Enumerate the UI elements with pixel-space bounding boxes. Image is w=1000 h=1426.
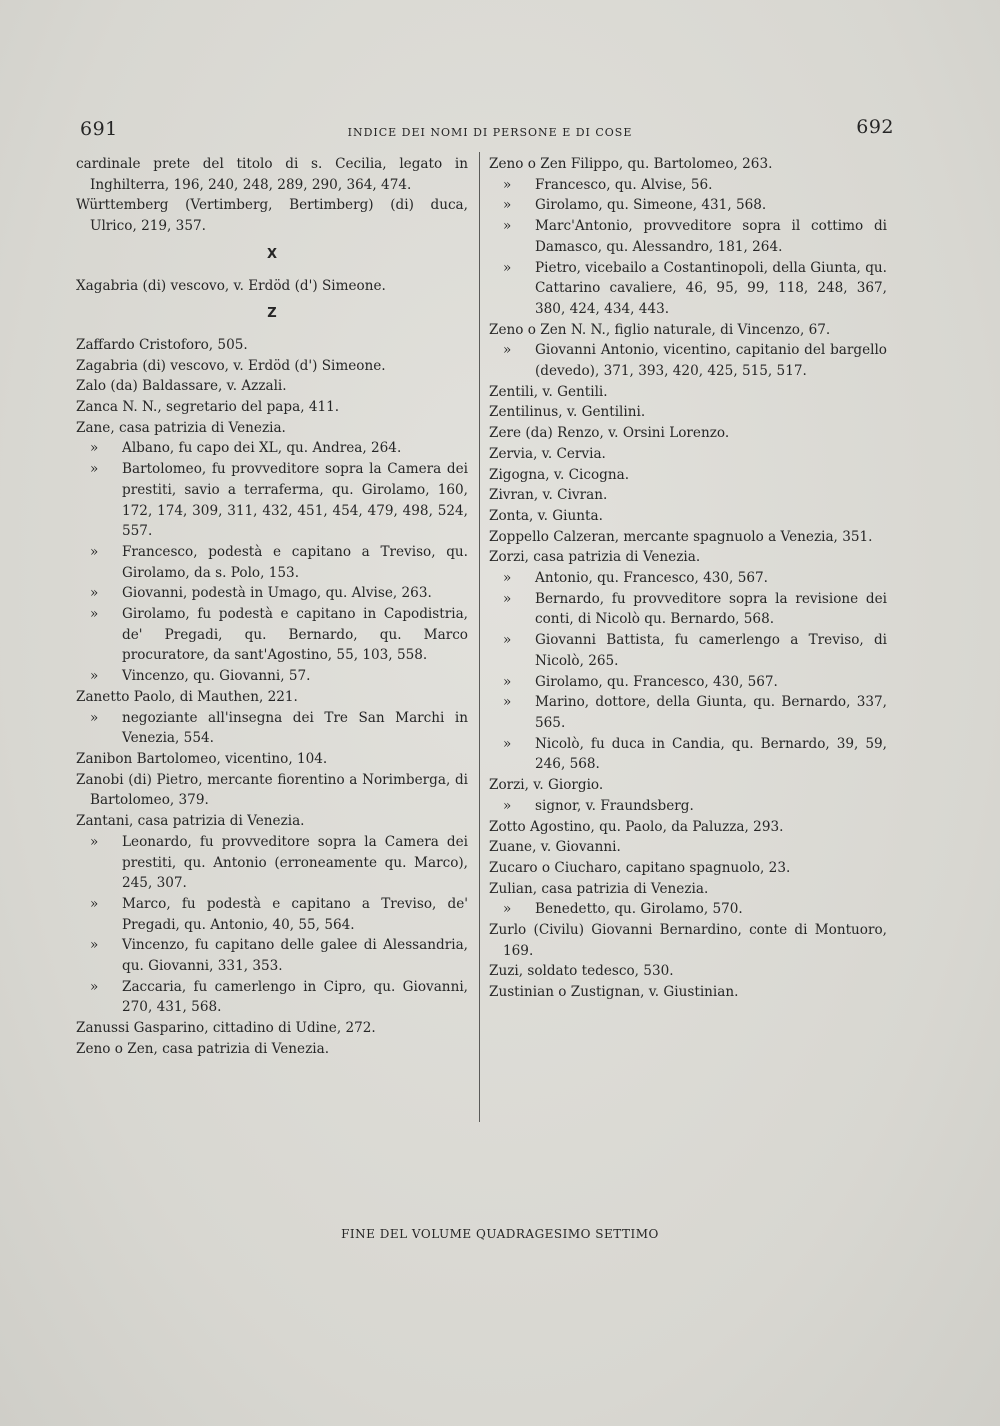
index-entry: Zorzi, v. Giorgio. <box>489 777 604 794</box>
ditto-mark: » <box>503 176 512 193</box>
index-subentry-text: Vincenzo, qu. Giovanni, 57. <box>122 668 311 685</box>
ditto-mark: » <box>90 895 99 912</box>
index-subentry <box>76 438 468 459</box>
index-subentry-text: Girolamo, qu. Simeone, 431, 568. <box>535 197 767 214</box>
ditto-mark: » <box>90 937 99 954</box>
ditto-mark: » <box>503 901 512 918</box>
index-entry: Zigogna, v. Cicogna. <box>489 466 630 483</box>
index-entry: Zervia, v. Cervia. <box>489 445 606 462</box>
page-number-right: 692 <box>856 116 894 138</box>
index-subentry-text: Giovanni, podestà in Umago, qu. Alvise, 263. <box>122 585 432 602</box>
ditto-mark: » <box>503 632 512 649</box>
index-subentry <box>489 340 887 381</box>
index-entry: Württemberg (Vertimberg, Bertimberg) (di) duca, Ulrico, 219, 357. <box>76 197 468 235</box>
index-subentry-text: Bartolomeo, fu provveditore sopra la Camera dei prestiti, savio a terraferma, qu. Girolamo, 160, 172, 174, 309, 311, 432, 451, 454, 479, 498, 524, 557. <box>122 461 468 540</box>
ditto-mark: » <box>503 735 512 752</box>
index-subentry <box>489 175 887 196</box>
ditto-mark: » <box>503 590 512 607</box>
index-subentry <box>489 195 887 216</box>
index-subentry-text: Giovanni Battista, fu camerlengo a Treviso, di Nicolò, 265. <box>535 632 887 669</box>
index-subentry <box>76 583 468 604</box>
ditto-mark: » <box>503 342 512 359</box>
index-entry: Zurlo (Civilu) Giovanni Bernardino, conte di Montuoro, 169. <box>489 922 887 959</box>
index-subentry-text: negoziante all'insegna dei Tre San Marchi in Venezia, 554. <box>122 709 468 747</box>
index-subentry-text: Vincenzo, fu capitano delle galee di Alessandria, qu. Giovanni, 331, 353. <box>122 937 468 975</box>
index-entry: Xagabria (di) vescovo, v. Erdöd (d') Simeone. <box>76 277 386 294</box>
index-subentry-text: Girolamo, fu podestà e capitano in Capodistria, de' Pregadi, qu. Bernardo, qu. Marco procuratore, da sant'Agostino, 55, 103, 558. <box>122 606 468 664</box>
index-entry: Zuzi, soldato tedesco, 530. <box>489 963 674 980</box>
index-entry: Zaffardo Cristoforo, 505. <box>76 336 248 353</box>
ditto-mark: » <box>503 694 512 711</box>
ditto-mark: » <box>503 673 512 690</box>
index-subentry-text: Benedetto, qu. Girolamo, 570. <box>535 901 743 918</box>
ditto-mark: » <box>90 461 99 478</box>
section-letter: Z <box>267 306 277 322</box>
index-entry: Zane, casa patrizia di Venezia. <box>76 419 286 436</box>
index-entry: Zulian, casa patrizia di Venezia. <box>489 880 709 897</box>
index-subentry <box>76 666 468 687</box>
index-entry: Zanetto Paolo, di Mauthen, 221. <box>76 688 298 705</box>
index-subentry <box>76 977 468 1018</box>
index-subentry <box>489 692 887 733</box>
index-subentry <box>76 459 468 542</box>
index-subentry-text: Antonio, qu. Francesco, 430, 567. <box>535 570 768 587</box>
volume-end-footer: FINE DEL VOLUME QUADRAGESIMO SETTIMO <box>341 1227 659 1241</box>
index-entry: Zucaro o Ciucharo, capitano spagnuolo, 23. <box>489 859 791 876</box>
index-subentry <box>76 832 468 894</box>
index-entry-continued: cardinale prete del titolo di s. Cecilia, legato in Inghilterra, 196, 240, 248, 289, 290, 364, 474. <box>76 156 468 193</box>
index-subentry-text: Leonardo, fu provveditore sopra la Camera dei prestiti, qu. Antonio (erroneamente qu. Marco), 245, 307. <box>122 833 468 892</box>
index-subentry <box>76 894 468 935</box>
index-subentry-text: Girolamo, qu. Francesco, 430, 567. <box>535 673 778 690</box>
index-column-right <box>489 154 887 1003</box>
ditto-mark: » <box>90 543 99 560</box>
index-entry: Zanussi Gasparino, cittadino di Udine, 272. <box>76 1020 376 1037</box>
index-entry: Zotto Agostino, qu. Paolo, da Paluzza, 293. <box>489 818 784 835</box>
index-entry: Zantani, casa patrizia di Venezia. <box>76 813 305 830</box>
index-subentry <box>489 258 887 320</box>
index-subentry <box>489 734 887 775</box>
index-subentry-text: signor, v. Fraundsberg. <box>535 797 694 814</box>
ditto-mark: » <box>503 218 512 235</box>
index-subentry <box>76 708 468 749</box>
index-entry: Zustinian o Zustignan, v. Giustinian. <box>489 984 739 1001</box>
index-entry: Zentili, v. Gentili. <box>489 383 608 400</box>
index-subentry <box>489 630 887 671</box>
ditto-mark: » <box>90 440 99 457</box>
index-subentry-text: Marco, fu podestà e capitano a Treviso, de' Pregadi, qu. Antonio, 40, 55, 564. <box>122 895 468 933</box>
index-entry: Zalo (da) Baldassare, v. Azzali. <box>76 378 287 395</box>
index-entry: Zanca N. N., segretario del papa, 411. <box>76 399 340 416</box>
index-entry: Zeno o Zen, casa patrizia di Venezia. <box>76 1040 330 1057</box>
ditto-mark: » <box>90 709 99 726</box>
index-entry: Zoppello Calzeran, mercante spagnuolo a Venezia, 351. <box>489 528 873 545</box>
index-subentry <box>489 589 887 630</box>
index-entry: Zorzi, casa patrizia di Venezia. <box>489 549 701 566</box>
ditto-mark: » <box>503 197 512 214</box>
ditto-mark: » <box>90 833 99 850</box>
index-subentry <box>489 568 887 589</box>
index-entry: Zentilinus, v. Gentilini. <box>489 404 646 421</box>
index-entry: Zagabria (di) vescovo, v. Erdöd (d') Simeone. <box>76 357 386 374</box>
index-subentry-text: Giovanni Antonio, vicentino, capitanio del bargello (devedo), 371, 393, 420, 425, 515, 517. <box>535 342 887 380</box>
index-subentry <box>489 216 887 257</box>
index-subentry <box>489 672 887 693</box>
index-column-left <box>76 154 468 1060</box>
index-subentry <box>489 899 887 920</box>
index-entry: Zivran, v. Civran. <box>489 487 608 504</box>
ditto-mark: » <box>503 570 512 587</box>
ditto-mark: » <box>90 606 99 623</box>
ditto-mark: » <box>503 797 512 814</box>
column-divider <box>479 152 480 1122</box>
index-subentry-text: Pietro, vicebailo a Costantinopoli, della Giunta, qu. Cattarino cavaliere, 46, 95, 99, 118, 248, 367, 380, 424, 434, 443. <box>535 259 887 317</box>
index-entry: Zere (da) Renzo, v. Orsini Lorenzo. <box>489 425 730 442</box>
index-entry: Zanobi (di) Pietro, mercante fiorentino a Norimberga, di Bartolomeo, 379. <box>76 771 468 809</box>
page-number-left: 691 <box>80 118 118 140</box>
index-subentry <box>76 604 468 666</box>
ditto-mark: » <box>90 585 99 602</box>
index-subentry <box>76 935 468 976</box>
running-title: INDICE DEI NOMI DI PERSONE E DI COSE <box>347 126 633 139</box>
index-entry: Zanibon Bartolomeo, vicentino, 104. <box>76 750 328 767</box>
index-subentry-text: Zaccaria, fu camerlengo in Cipro, qu. Giovanni, 270, 431, 568. <box>122 978 468 1016</box>
ditto-mark: » <box>90 668 99 685</box>
ditto-mark: » <box>503 259 512 276</box>
index-subentry-text: Marc'Antonio, provveditore sopra il cottimo di Damasco, qu. Alessandro, 181, 264. <box>535 218 887 255</box>
page-header <box>80 118 900 148</box>
index-subentry-text: Bernardo, fu provveditore sopra la revisione dei conti, di Nicolò qu. Bernardo, 568. <box>535 590 887 628</box>
index-entry: Zeno o Zen Filippo, qu. Bartolomeo, 263. <box>489 156 773 172</box>
index-subentry-text: Francesco, podestà e capitano a Treviso, qu. Girolamo, da s. Polo, 153. <box>122 543 468 581</box>
index-subentry-text: Marino, dottore, della Giunta, qu. Bernardo, 337, 565. <box>535 694 887 731</box>
ditto-mark: » <box>90 978 99 995</box>
section-letter: X <box>266 246 278 262</box>
index-subentry-text: Nicolò, fu duca in Candia, qu. Bernardo, 39, 59, 246, 568. <box>535 735 887 773</box>
index-entry: Zonta, v. Giunta. <box>489 507 603 524</box>
index-subentry <box>489 796 887 817</box>
index-entry: Zeno o Zen N. N., figlio naturale, di Vincenzo, 67. <box>489 321 831 338</box>
index-subentry-text: Francesco, qu. Alvise, 56. <box>535 176 713 193</box>
index-subentry <box>76 542 468 583</box>
index-entry: Zuane, v. Giovanni. <box>489 839 621 856</box>
index-subentry-text: Albano, fu capo dei XL, qu. Andrea, 264. <box>122 440 402 457</box>
